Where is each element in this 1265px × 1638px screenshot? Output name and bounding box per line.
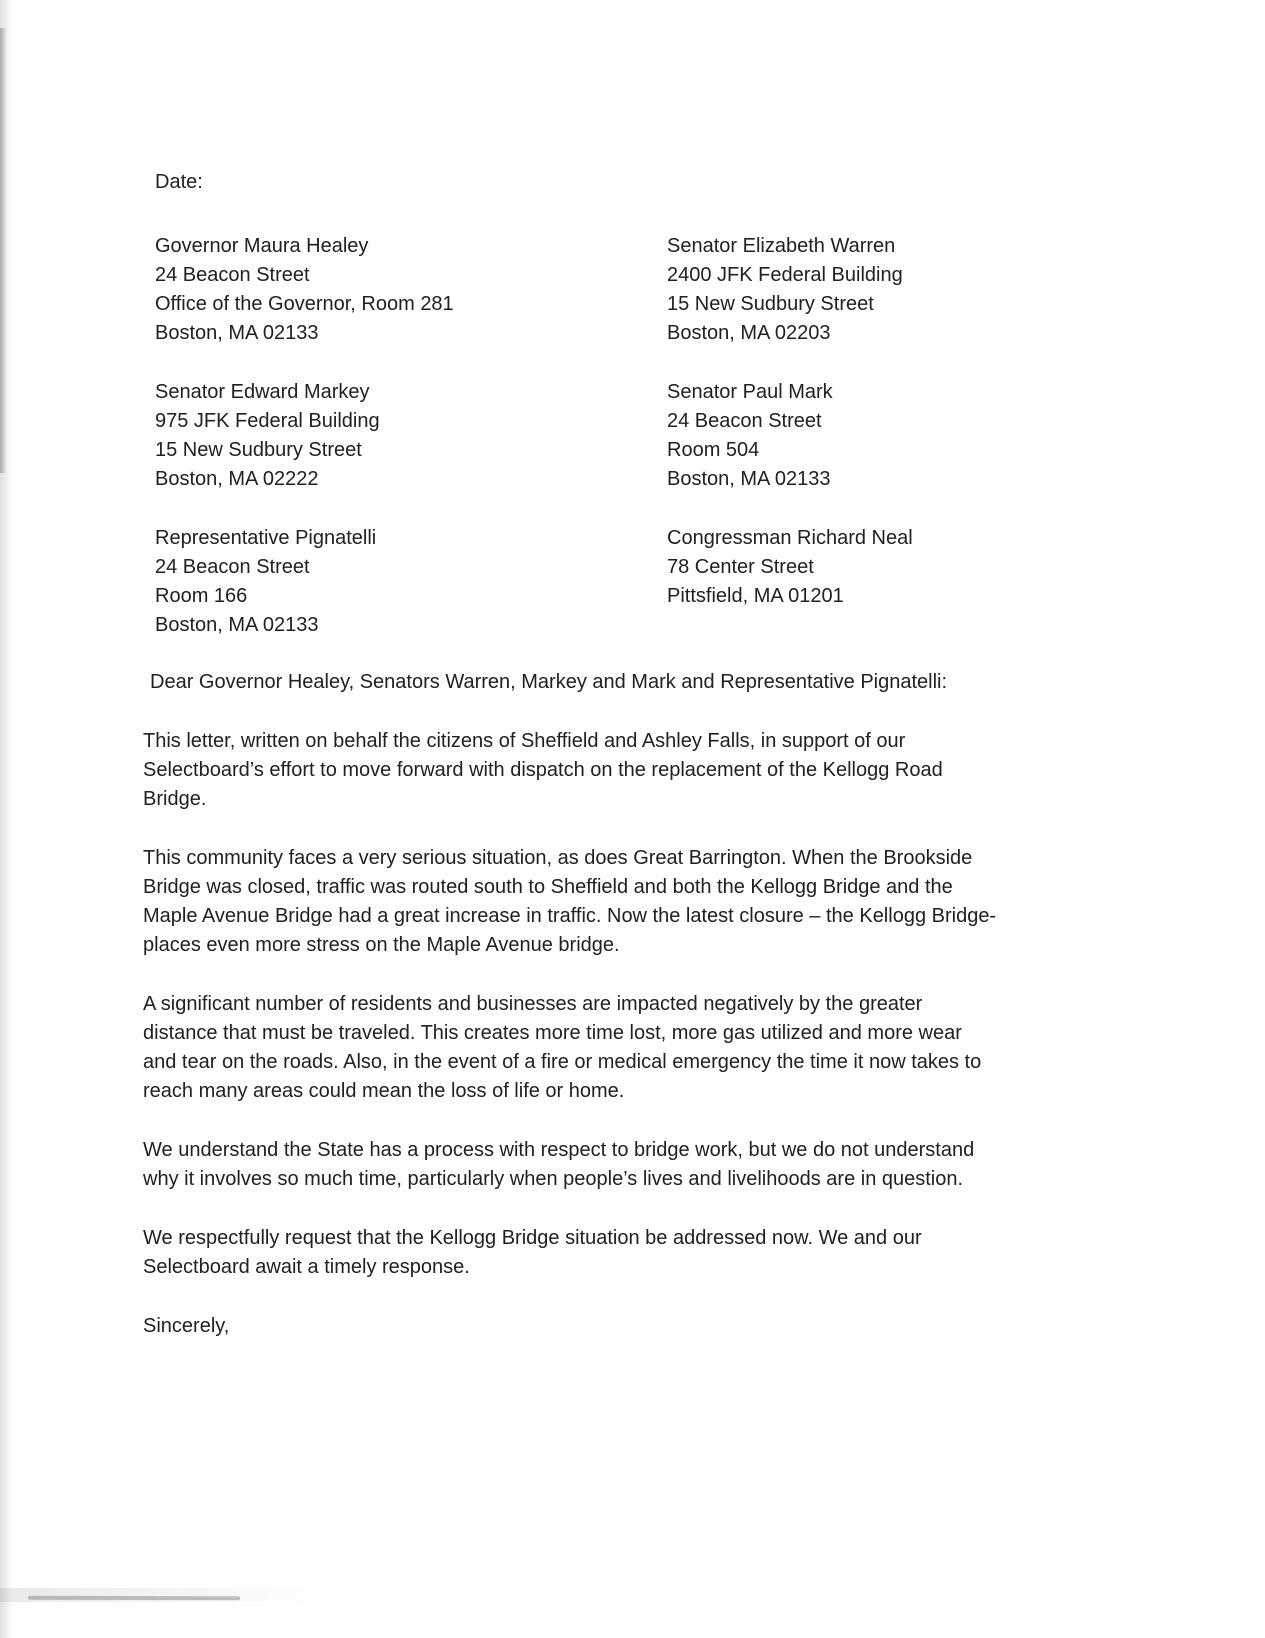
address-line: Boston, MA 02133 <box>667 468 831 490</box>
paragraph-line: distance that must be traveled. This creates more time lost, more gas utilized and more wear <box>143 1022 962 1044</box>
address-line: Governor Maura Healey <box>155 235 369 257</box>
address-line: 24 Beacon Street <box>155 264 310 286</box>
address-governor-healey <box>143 232 655 348</box>
scan-left-edge-mark <box>0 28 7 473</box>
paragraph-line: This community faces a very serious situation, as does Great Barrington. When the Brookside <box>143 847 973 869</box>
letter-content <box>143 168 1103 1341</box>
paragraph-1 <box>143 727 1103 814</box>
paragraph-line: This letter, written on behalf the citizens of Sheffield and Ashley Falls, in support of our <box>143 730 906 752</box>
paragraph-line: Selectboard await a timely response. <box>143 1256 470 1278</box>
address-line: Boston, MA 02133 <box>155 322 319 344</box>
address-line: Boston, MA 02203 <box>667 322 831 344</box>
address-line: Office of the Governor, Room 281 <box>155 293 454 315</box>
address-line: 24 Beacon Street <box>155 556 310 578</box>
address-line: 15 New Sudbury Street <box>667 293 874 315</box>
address-senator-warren <box>655 232 1103 348</box>
scan-bottom-smudge <box>0 1588 320 1602</box>
paragraph-3 <box>143 990 1103 1106</box>
address-line: Room 166 <box>155 585 248 607</box>
paragraph-2 <box>143 844 1103 960</box>
address-line: 78 Center Street <box>667 556 814 578</box>
address-line: Senator Elizabeth Warren <box>667 235 896 257</box>
address-line: 975 JFK Federal Building <box>155 410 380 432</box>
address-line: Representative Pignatelli <box>155 527 377 549</box>
address-line: 24 Beacon Street <box>667 410 822 432</box>
paragraph-line: Selectboard’s effort to move forward with dispatch on the replacement of the Kellogg Road <box>143 759 943 781</box>
address-congressman-neal <box>655 524 1103 640</box>
paragraph-5 <box>143 1224 1103 1282</box>
salutation: Dear Governor Healey, Senators Warren, Markey and Mark and Representative Pignatelli: <box>150 671 948 693</box>
address-line: Boston, MA 02222 <box>155 468 319 490</box>
address-line: Boston, MA 02133 <box>155 614 319 636</box>
paragraph-line: why it involves so much time, particularly when people’s lives and livelihoods are in question. <box>143 1168 964 1190</box>
date-line: Date: <box>155 171 203 193</box>
paragraph-line: We respectfully request that the Kellogg Bridge situation be addressed now. We and our <box>143 1227 922 1249</box>
closing-sincerely: Sincerely, <box>143 1315 230 1337</box>
address-line: 2400 JFK Federal Building <box>667 264 903 286</box>
address-line: Senator Edward Markey <box>155 381 370 403</box>
paragraph-line: reach many areas could mean the loss of life or home. <box>143 1080 625 1102</box>
address-senator-mark <box>655 378 1103 494</box>
address-line: Pittsfield, MA 01201 <box>667 585 844 607</box>
paragraph-line: Bridge. <box>143 788 207 810</box>
address-line: 15 New Sudbury Street <box>155 439 362 461</box>
paragraph-line: We understand the State has a process with respect to bridge work, but we do not understand <box>143 1139 975 1161</box>
address-representative-pignatelli <box>143 524 655 640</box>
recipient-addresses <box>143 232 1103 640</box>
address-line: Room 504 <box>667 439 760 461</box>
paragraph-4 <box>143 1136 1103 1194</box>
scan-bottom-shadow-line <box>28 1596 240 1601</box>
address-line: Senator Paul Mark <box>667 381 833 403</box>
paragraph-line: places even more stress on the Maple Avenue bridge. <box>143 934 620 956</box>
paragraph-line: and tear on the roads. Also, in the event of a fire or medical emergency the time it now takes to <box>143 1051 982 1073</box>
paragraph-line: Maple Avenue Bridge had a great increase in traffic. Now the latest closure – the Kellogg Bridge- <box>143 905 997 927</box>
address-senator-markey <box>143 378 655 494</box>
paragraph-line: A significant number of residents and businesses are impacted negatively by the greater <box>143 993 923 1015</box>
scan-left-edge-shadow <box>0 0 12 1638</box>
address-line: Congressman Richard Neal <box>667 527 913 549</box>
paragraph-line: Bridge was closed, traffic was routed south to Sheffield and both the Kellogg Bridge and the <box>143 876 953 898</box>
